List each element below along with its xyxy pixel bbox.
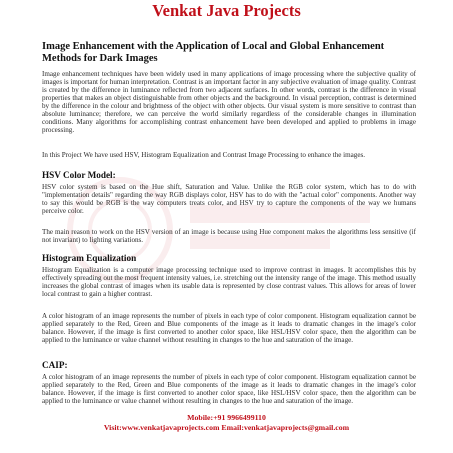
hsv-paragraph-2: The main reason to work on the HSV version of an image is because using Hue component makes the algorithms less sensitive (if not invariant) to lighting variations. — [42, 228, 416, 245]
intro-paragraph-2: In this Project We have used HSV, Histogram Equalization and Contrast Image Processing to enhance the images. — [42, 151, 366, 159]
histogram-paragraph-2: A color histogram of an image represents the number of pixels in each type of color component. Histogram equalization cannot be applied separately to the Red, Green and Blue components of the image as it leads to dramatic changes in the image's color balance. However, if the image is first converted to another color space, like HSL/HSV color space, then the algorithm can be applied to the luminance or value channel without resulting in changes to the hue and saturation of the image. — [42, 312, 416, 345]
intro-paragraph: Image enhancement techniques have been widely used in many applications of image processing where the subjective quality of images is important for human interpretation. Contrast is an important factor in any subjective evaluation of image quality. Contrast is created by the difference in luminance reflected from two adjacent surfaces. In other words, contrast is the difference in visual properties that makes an object distinguishable from other objects and the background. In visual perception, contrast is determined by the difference in the colour and brightness of the object with other objects. Our visual system is more sensitive to contrast than absolute luminance; therefore, we can perceive the world similarly regardless of the considerable changes in illumination conditions. Many algorithms for accomplishing contrast enhancement have been developed and applied to problems in image processing. — [42, 70, 416, 135]
document-title: Image Enhancement with the Application of Local and Global Enhancement Methods for Dark Images — [42, 41, 385, 64]
footer-contact: Visit:www.venkatjavaprojects.com Email:venkatjavaprojects@gmail.com — [103, 423, 350, 432]
section-heading-hsv: HSV Color Model: — [42, 170, 116, 180]
footer-mobile: Mobile:+91 9966499110 — [187, 413, 266, 422]
hsv-paragraph-1: HSV color system is based on the Hue shift, Saturation and Value. Unlike the RGB color system, which has to do with "implementation details" regarding the way RGB displays color, HSV has to do with the "actual color" components. Another way to say this would be RGB is the way computers treats color, and HSV try to capture the components of the way we humans perceive color. — [42, 183, 416, 216]
histogram-paragraph-1: Histogram Equalization is a computer image processing technique used to improve contrast in images. It accomplishes this by effectively spreading out the most frequent intensity values, i.e. stretching out the intensity range of the image. This method usually increases the global contrast of images when its usable data is represented by close contrast values. This allows for areas of lower local contrast to gain a higher contrast. — [42, 266, 416, 299]
caip-paragraph-1: A color histogram of an image represents the number of pixels in each type of color component. Histogram equalization cannot be applied separately to the Red, Green and Blue components of the image as it leads to dramatic changes in the image's color balance. However, if the image is first converted to another color space, like HSL/HSV color space, then the algorithm can be applied to the luminance or value channel without resulting in changes to the hue and saturation of the image. — [42, 373, 416, 406]
section-heading-histogram: Histogram Equalization — [42, 253, 137, 263]
section-heading-caip: CAIP: — [42, 360, 68, 370]
brand-header: Venkat Java Projects — [152, 1, 301, 20]
